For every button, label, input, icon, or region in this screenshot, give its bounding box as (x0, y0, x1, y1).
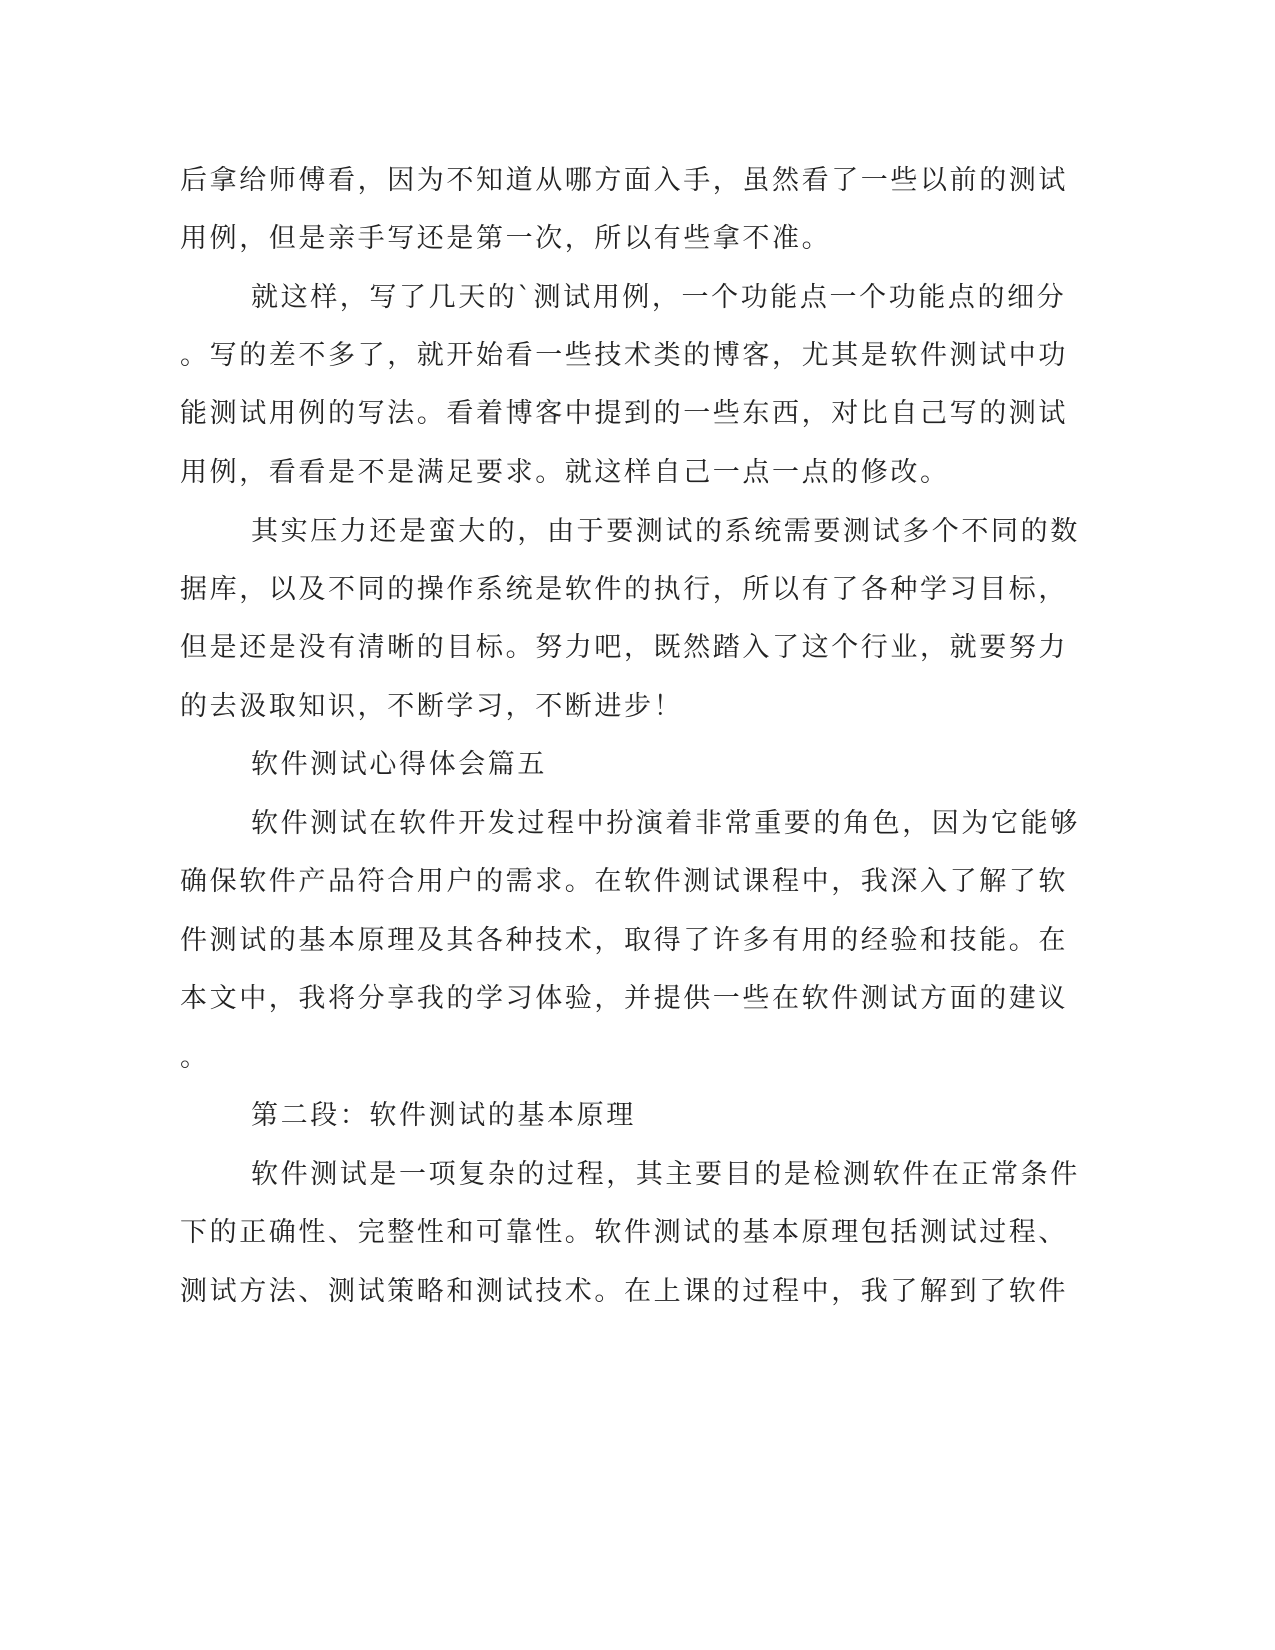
section-heading: 第二段：软件测试的基本原理 (251, 1100, 636, 1131)
text-line: 用例，但是亲手写还是第一次，所以有些拿不准。 (180, 223, 832, 254)
text-line: 软件测试在软件开发过程中扮演着非常重要的角色，因为它能够 (251, 808, 1080, 839)
text-line: 件测试的基本原理及其各种技术，取得了许多有用的经验和技能。在 (180, 925, 1068, 956)
text-line: 下的正确性、完整性和可靠性。软件测试的基本原理包括测试过程、 (180, 1217, 1068, 1248)
text-line: 后拿给师傅看，因为不知道从哪方面入手，虽然看了一些以前的测试 (180, 165, 1068, 196)
text-line: 。 (180, 1042, 210, 1073)
text-line: 确保软件产品符合用户的需求。在软件测试课程中，我深入了解了软 (180, 866, 1068, 897)
text-line: 用例，看看是不是满足要求。就这样自己一点一点的修改。 (180, 457, 950, 488)
text-line: 就这样，写了几天的`测试用例，一个功能点一个功能点的细分 (251, 282, 1067, 313)
text-line: 本文中，我将分享我的学习体验，并提供一些在软件测试方面的建议 (180, 983, 1068, 1014)
text-line: 据库，以及不同的操作系统是软件的执行，所以有了各种学习目标， (180, 574, 1068, 605)
text-line: 的去汲取知识，不断学习，不断进步！ (180, 691, 684, 722)
text-line: 能测试用例的写法。看着博客中提到的一些东西，对比自己写的测试 (180, 398, 1068, 429)
text-line: 其实压力还是蛮大的，由于要测试的系统需要测试多个不同的数 (251, 516, 1080, 547)
text-line: 但是还是没有清晰的目标。努力吧，既然踏入了这个行业，就要努力 (180, 632, 1068, 663)
text-line: 。写的差不多了，就开始看一些技术类的博客，尤其是软件测试中功 (180, 340, 1068, 371)
section-heading: 软件测试心得体会篇五 (251, 749, 547, 780)
text-line: 软件测试是一项复杂的过程，其主要目的是检测软件在正常条件 (251, 1159, 1080, 1190)
text-line: 测试方法、测试策略和测试技术。在上课的过程中，我了解到了软件 (180, 1276, 1068, 1307)
